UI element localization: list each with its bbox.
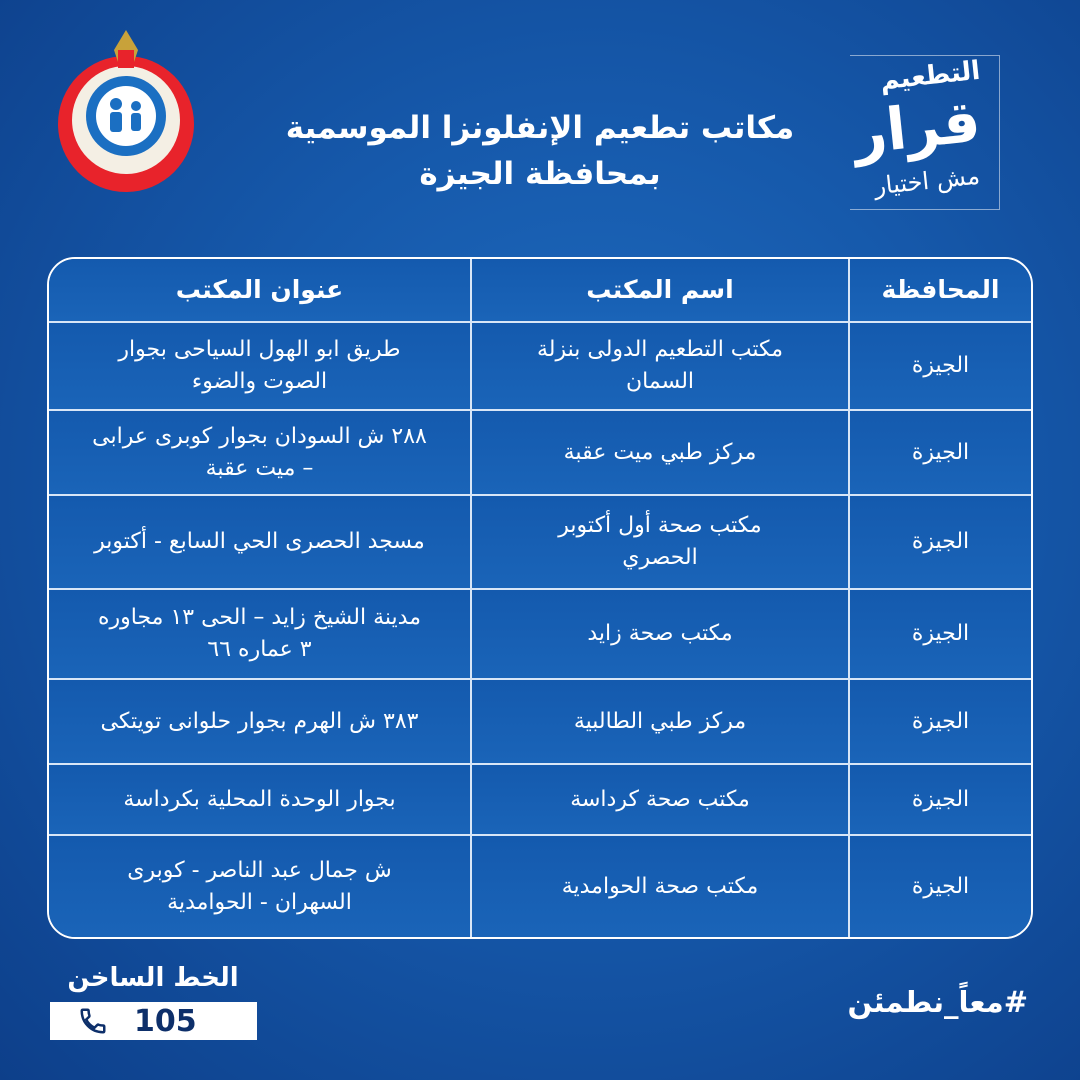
cell-office-name: مكتب صحة كرداسة: [470, 765, 848, 836]
table-row: [49, 680, 1031, 765]
title-line-2: بمحافظة الجيزة: [419, 156, 661, 192]
ministry-logo: [52, 28, 200, 194]
header-office-name: اسم المكتب: [470, 259, 848, 323]
cell-governorate: الجيزة: [848, 496, 1031, 590]
table-row: [49, 590, 1031, 680]
header-office-address: عنوان المكتب: [49, 259, 470, 323]
phone-icon: [78, 1006, 108, 1036]
page-title: [220, 105, 860, 197]
cell-office-name: مركز طبي الطالبية: [470, 680, 848, 765]
header-governorate: المحافظة: [848, 259, 1031, 323]
cell-governorate: الجيزة: [848, 411, 1031, 496]
offices-table: [47, 257, 1033, 939]
cell-governorate: الجيزة: [848, 323, 1031, 411]
hashtag: #معاً_نطمئن: [847, 985, 1028, 1019]
slogan-line-1: التطعيم: [878, 55, 982, 97]
slogan-line-2: قرار: [849, 86, 984, 168]
cell-office-address: مسجد الحصرى الحي السابع - أكتوبر: [49, 496, 470, 590]
campaign-slogan: [840, 55, 1000, 215]
cell-office-name: مكتب التطعيم الدولى بنزلة السمان: [470, 323, 848, 411]
table-row: [49, 496, 1031, 590]
title-line-1: مكاتب تطعيم الإنفلونزا الموسمية: [285, 110, 795, 146]
cell-governorate: الجيزة: [848, 836, 1031, 937]
hotline-box: [50, 1002, 257, 1040]
table-row: [49, 411, 1031, 496]
cell-office-address: طريق ابو الهول السياحى بجوار الصوت والضوء: [49, 323, 470, 411]
cell-office-address: ش جمال عبد الناصر - كوبرى السهران - الحوامدية: [49, 836, 470, 937]
cell-office-address: مدينة الشيخ زايد – الحى ١٣ مجاوره ٣ عماره ٦٦: [49, 590, 470, 680]
cell-office-address: بجوار الوحدة المحلية بكرداسة: [49, 765, 470, 836]
table-row: [49, 323, 1031, 411]
cell-office-name: مكتب صحة أول أكتوبر الحصري: [470, 496, 848, 590]
hotline-label: الخط الساخن: [67, 963, 239, 993]
cell-office-address: ٣٨٣ ش الهرم بجوار حلوانى تويتكى: [49, 680, 470, 765]
cell-governorate: الجيزة: [848, 590, 1031, 680]
slogan-line-3: مش اختيار: [872, 161, 982, 201]
cell-office-name: مكتب صحة زايد: [470, 590, 848, 680]
table-row: [49, 765, 1031, 836]
cell-governorate: الجيزة: [848, 680, 1031, 765]
cell-office-name: مكتب صحة الحوامدية: [470, 836, 848, 937]
cell-governorate: الجيزة: [848, 765, 1031, 836]
cell-office-address: ٢٨٨ ش السودان بجوار كوبرى عرابى – ميت عقبة: [49, 411, 470, 496]
table-row: [49, 836, 1031, 937]
cell-office-name: مركز طبي ميت عقبة: [470, 411, 848, 496]
hotline-number: 105: [134, 1003, 197, 1039]
